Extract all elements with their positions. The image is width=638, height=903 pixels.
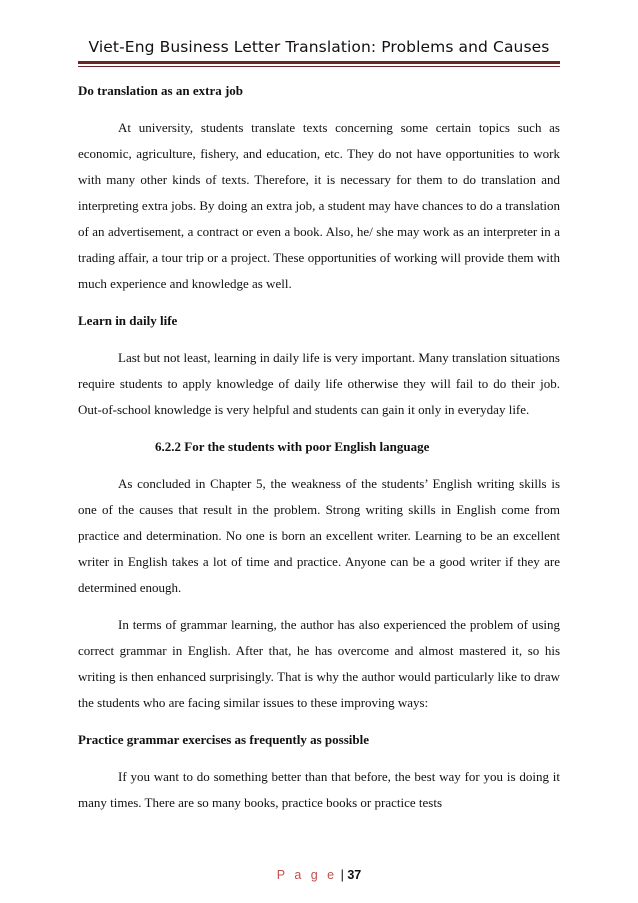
running-header: Viet-Eng Business Letter Translation: Problems and Causes: [88, 38, 550, 56]
paragraph-daily-life: Last but not least, learning in daily life is very important. Many translation situations require students to apply knowledge of daily life otherwise they will fail to do their job. Out-of-school knowledge is very helpful and students can gain it only in everyday life.: [78, 350, 560, 417]
paragraph-extra-job: At university, students translate texts concerning some certain topics such as economic, agriculture, fishery, and education, etc. They do not have opportunities to work with many other kinds of texts. Therefore, it is necessary for them to do translation and interpreting extra jobs. By doing an extra job, a student may have chances to do a translation of an advertisement, a contract or even a book. Also, he/ she may work as an interpreter in a trading affair, a tour trip or a project. These opportunities of working will provide them with much experience and knowledge as well.: [78, 120, 560, 291]
page-body: [78, 78, 560, 816]
page-number: 37: [347, 868, 362, 882]
page-footer: [0, 868, 638, 882]
page-label: P a g e: [276, 868, 338, 882]
header-rule-thick: [78, 61, 560, 64]
paragraph-grammar-exercises: If you want to do something better than that before, the best way for you is doing it many times. There are so many books, practice books or practice tests: [78, 769, 560, 810]
section-heading-extra-job: Do translation as an extra job: [78, 83, 244, 98]
section-heading-daily-life: Learn in daily life: [78, 313, 178, 328]
page-separator: |: [337, 868, 348, 882]
section-heading-grammar-exercises: Practice grammar exercises as frequently as possible: [78, 732, 369, 747]
paragraph-grammar-learning: In terms of grammar learning, the author has also experienced the problem of using correct grammar in English. After that, he has overcome and almost mastered it, so his writing is then enhanced surprisingly. That is why the author would particularly like to draw the students who are facing similar issues to these improving ways:: [78, 617, 560, 710]
header-rule-thin: [78, 66, 560, 67]
subsection-heading-6-2-2: 6.2.2 For the students with poor English language: [155, 439, 430, 454]
paragraph-writing-skills: As concluded in Chapter 5, the weakness of the students’ English writing skills is one of the causes that result in the problem. Strong writing skills in English come from practice and determination. No one is born an excellent writer. Learning to be an excellent writer in English takes a lot of time and practice. Anyone can be a good writer if they are determined enough.: [78, 476, 560, 595]
